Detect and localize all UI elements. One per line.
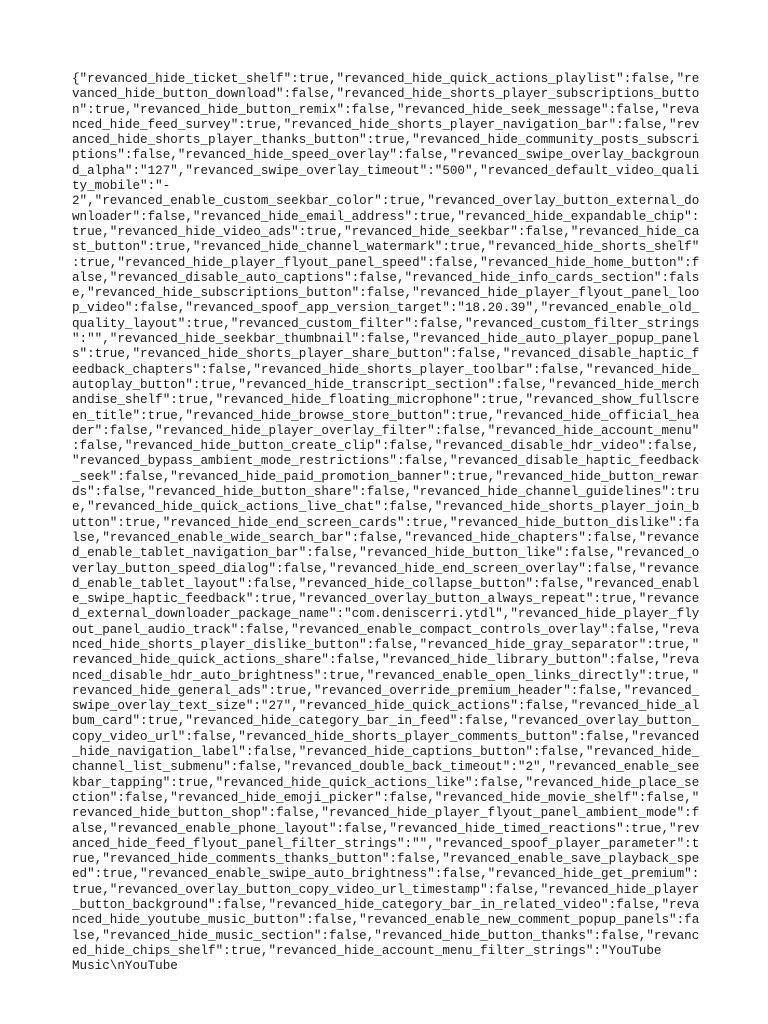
json-settings-text: {"revanced_hide_ticket_shelf":true,"revanced_hide_quick_actions_playlist":false,"re vanced_hide_button_download":false,"revanced_hide_shorts_player_subscriptions_butto n":true,"revanced_hide_button_remix":false,"revanced_hide_seek_message":false,"reva nced_hide_feed_survey":true,"revanced_hide_shorts_player_navigation_bar":false,"rev anced_hide_shorts_player_thanks_button":true,"revanced_hide_community_posts_subscri ptions":false,"revanced_hide_speed_overlay":false,"revanced_swipe_overlay_backgroun d_alpha":"127","revanced_swipe_overlay_timeout":"500","revanced_default_video_quali ty_mobile":"- 2","revanced_enable_custom_seekbar_color":true,"revanced_overlay_button_external_do wnloader":false,"revanced_hide_email_address":true,"revanced_hide_expandable_chip": true,"revanced_hide_video_ads":true,"revanced_hide_seekbar":false,"revanced_hide_ca st_button":true,"revanced_hide_channel_watermark":true,"revanced_hide_shorts_shelf" :true,"revanced_hide_player_flyout_panel_speed":false,"revanced_hide_home_button":f alse,"revanced_disable_auto_captions":false,"revanced_hide_info_cards_section":fals e,"revanced_hide_subscriptions_button":false,"revanced_hide_player_flyout_panel_loo p_video":false,"revanced_spoof_app_version_target":"18.20.39","revanced_enable_old_ quality_layout":true,"revanced_custom_filter":false,"revanced_custom_filter_strings ":"","revanced_hide_seekbar_thumbnail":false,"revanced_hide_auto_player_popup_panel s":true,"revanced_hide_shorts_player_share_button":false,"revanced_disable_haptic_f eedback_chapters":false,"revanced_hide_shorts_player_toolbar":false,"revanced_hide_ autoplay_button":true,"revanced_hide_transcript_section":false,"revanced_hide_merch andise_shelf":true,"revanced_hide_floating_microphone":true,"revanced_show_fullscre en_title":true,"revanced_hide_browse_store_button":true,"revanced_hide_official_hea der":false,"revanced_hide_player_overlay_filter":false,"revanced_hide_account_menu" :false,"revanced_hide_button_create_clip":false,"revanced_disable_hdr_video":false, "revanced_bypass_ambient_mode_restrictions":false,"revanced_disable_haptic_feedback _seek":false,"revanced_hide_paid_promotion_banner":true,"revanced_hide_button_rewar ds":false,"revanced_hide_button_share":false,"revanced_hide_channel_guidelines":tru e,"revanced_hide_quick_actions_live_chat":false,"revanced_hide_shorts_player_join_b utton":true,"revanced_hide_end_screen_cards":true,"revanced_hide_button_dislike":fa lse,"revanced_enable_wide_search_bar":false,"revanced_hide_chapters":false,"revance d_enable_tablet_navigation_bar":false,"revanced_hide_button_like":false,"revanced_o verlay_button_speed_dialog":false,"revanced_hide_end_screen_overlay":false,"revance d_enable_tablet_layout":false,"revanced_hide_collapse_button":false,"revanced_enabl e_swipe_haptic_feedback":true,"revanced_overlay_button_always_repeat":true,"revance d_external_downloader_package_name":"com.deniscerri.ytdl","revanced_hide_player_fly out_panel_audio_track":false,"revanced_enable_compact_controls_overlay":false,"reva nced_hide_shorts_player_dislike_button":false,"revanced_hide_gray_separator":true," revanced_hide_quick_actions_share":false,"revanced_hide_library_button":false,"reva nced_disable_hdr_auto_brightness":true,"revanced_enable_open_links_directly":true," revanced_hide_general_ads":true,"revanced_override_premium_header":false,"revanced_ swipe_overlay_text_size":"27","revanced_hide_quick_actions":false,"revanced_hide_al bum_card":true,"revanced_hide_category_bar_in_feed":false,"revanced_overlay_button_ copy_video_url":false,"revanced_hide_shorts_player_comments_button":false,"revanced _hide_navigation_label":false,"revanced_hide_captions_button":false,"revanced_hide_ channel_list_submenu":false,"revanced_double_back_timeout":"2","revanced_enable_see kbar_tapping":true,"revanced_hide_quick_actions_like":false,"revanced_hide_place_se ction":false,"revanced_hide_emoji_picker":false,"revanced_hide_movie_shelf":false," revanced_hide_button_shop":false,"revanced_hide_player_flyout_panel_ambient_mode":f alse,"revanced_enable_phone_layout":false,"revanced_hide_timed_reactions":true,"rev anced_hide_feed_flyout_panel_filter_strings":"","revanced_spoof_player_parameter":t rue,"revanced_hide_comments_thanks_button":false,"revanced_enable_save_playback_spe ed":true,"revanced_enable_swipe_auto_brightness":false,"revanced_hide_get_premium": true,"revanced_overlay_button_copy_video_url_timestamp":false,"revanced_hide_player _button_background":false,"revanced_hide_category_bar_in_related_video":false,"reva nced_hide_youtube_music_button":false,"revanced_enable_new_comment_popup_panels":fa lse,"revanced_hide_music_section":false,"revanced_hide_button_thanks":false,"revanc ed_hide_chips_shelf":true,"revanced_hide_account_menu_filter_strings":"YouTube Music\nYouTube (72, 72, 700, 974)
